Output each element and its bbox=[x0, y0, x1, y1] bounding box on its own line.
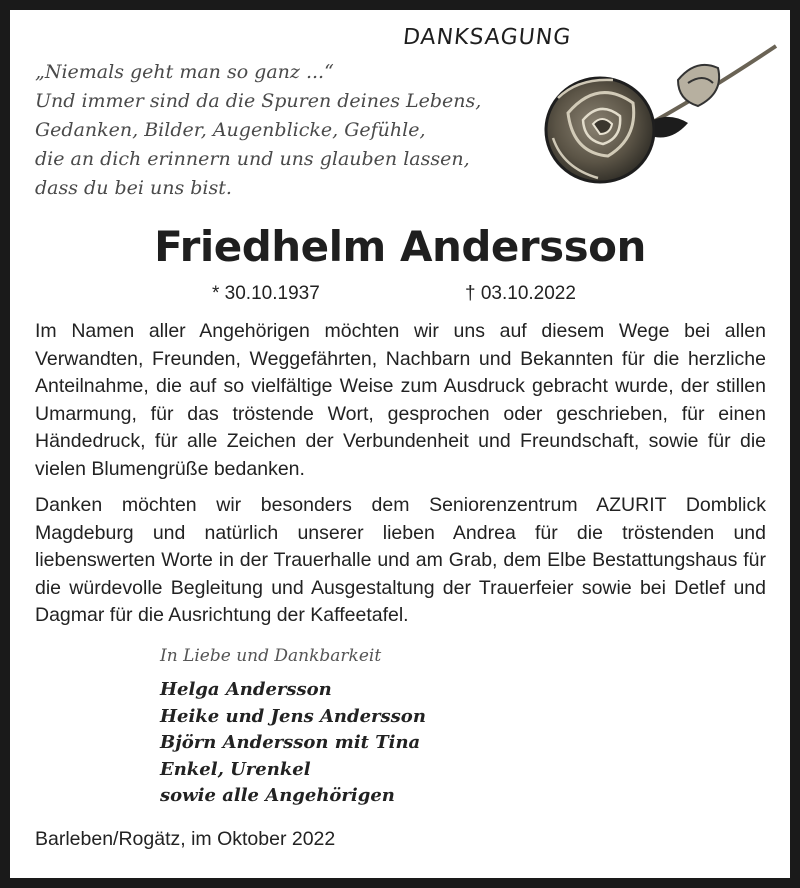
quote-line: „Niemals geht man so ganz ...“ bbox=[35, 61, 334, 83]
closing-phrase: In Liebe und Dankbarkeit bbox=[160, 646, 382, 666]
quote-line: Gedanken, Bilder, Augenblicke, Gefühle, bbox=[35, 119, 426, 141]
quote-line: dass du bei uns bist. bbox=[35, 177, 232, 199]
signer: sowie alle Angehörigen bbox=[160, 785, 395, 806]
signer: Enkel, Urenkel bbox=[160, 758, 311, 780]
thanks-paragraph: Im Namen aller Angehörigen möchten wir uns auf diesem Wege bei allen Verwandten, Freunden, Weggefährten, Nachbarn und Bekannten für die herzliche Anteilnahme, die auf so vielfältige Weise zum Ausdruck gebracht wurde, der stillen Umarmung, für das tröstende Wort, gesprochen oder geschrieben, für einen Händedruck, für alle Zeichen der Verbundenheit und Freundschaft, sowie für die vielen Blumengrüße bedanken. bbox=[35, 320, 766, 480]
heading: DANKSAGUNG bbox=[401, 25, 573, 50]
quote-line: Und immer sind da die Spuren deines Lebens, bbox=[35, 90, 482, 112]
place-date: Barleben/Rogätz, im Oktober 2022 bbox=[35, 828, 336, 850]
signers-list bbox=[160, 677, 426, 810]
quote-line: die an dich erinnern und uns glauben lassen, bbox=[35, 148, 470, 170]
signer: Björn Andersson mit Tina bbox=[160, 732, 421, 753]
poem-quote bbox=[35, 58, 515, 203]
signer: Heike und Jens Andersson bbox=[160, 705, 426, 727]
deceased-name: Friedhelm Andersson bbox=[154, 222, 646, 271]
birth-date: * 30.10.1937 bbox=[212, 283, 320, 304]
death-date: † 03.10.2022 bbox=[465, 283, 576, 304]
signer: Helga Andersson bbox=[160, 679, 332, 700]
rose-icon bbox=[538, 38, 783, 188]
thanks-paragraph: Danken möchten wir besonders dem Seniorenzentrum AZURIT Domblick Magdeburg und natürlich unserer lieben Andrea für die tröstenden und liebenswerten Worte in der Trauerhalle und am Grab, dem Elbe Bestattungshaus für die würdevolle Begleitung und Ausgestaltung der Trauerfeier sowie bei Detlef und Dagmar für die Ausrichtung der Kaffeetafel. bbox=[35, 494, 766, 627]
